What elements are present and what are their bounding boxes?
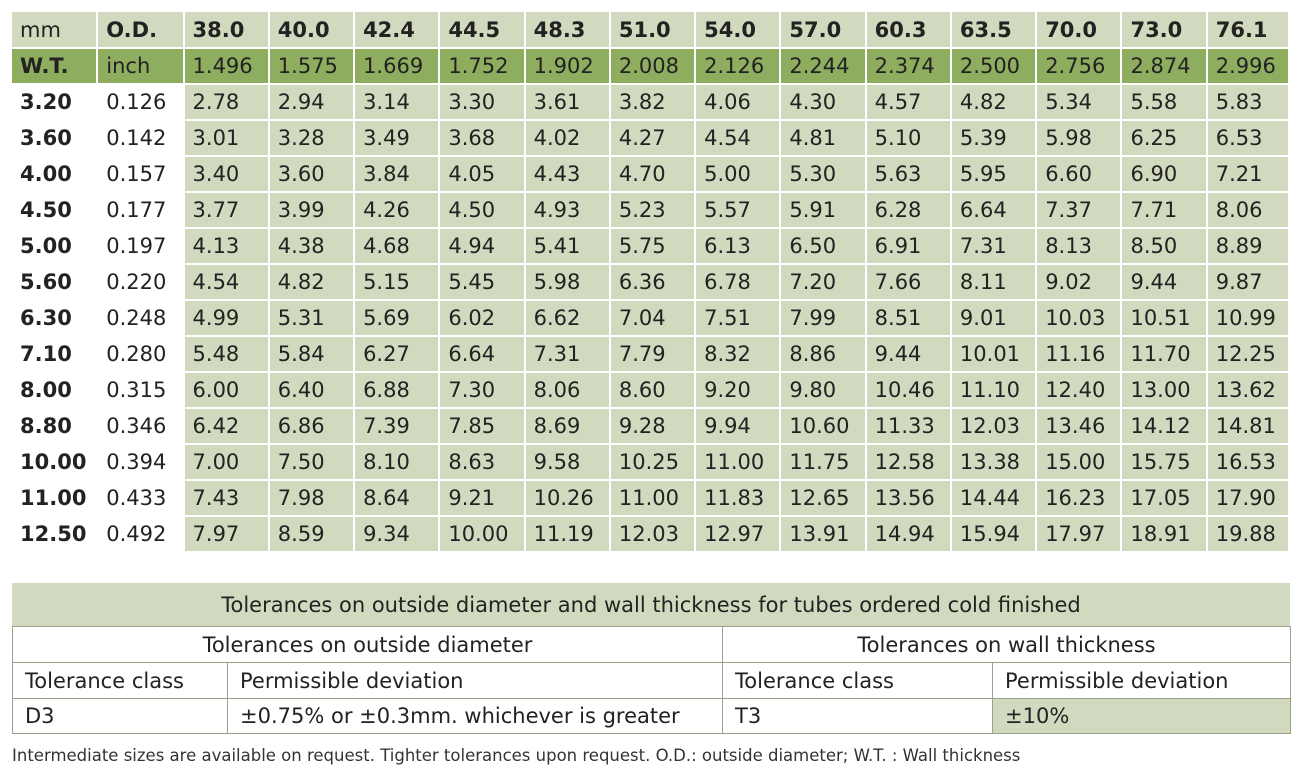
weight-cell: 2.94 (269, 84, 354, 120)
weight-cell: 17.97 (1036, 516, 1121, 552)
wt-mm-cell: 12.50 (12, 516, 97, 552)
weight-cell: 19.88 (1207, 516, 1289, 552)
weight-cell: 4.26 (354, 192, 439, 228)
weight-cell: 7.04 (610, 300, 695, 336)
od-inch-header: 2.244 (780, 48, 865, 84)
weight-cell: 7.43 (184, 480, 269, 516)
weight-cell: 4.54 (184, 264, 269, 300)
weight-cell: 13.62 (1207, 372, 1289, 408)
weight-cell: 5.31 (269, 300, 354, 336)
od-inch-header: 2.874 (1121, 48, 1206, 84)
wt-inch-cell: 0.126 (97, 84, 183, 120)
weight-cell: 11.75 (780, 444, 865, 480)
weight-cell: 6.36 (610, 264, 695, 300)
weight-cell: 5.23 (610, 192, 695, 228)
weight-cell: 5.15 (354, 264, 439, 300)
wt-mm-cell: 4.00 (12, 156, 97, 192)
weight-cell: 5.69 (354, 300, 439, 336)
weight-cell: 10.01 (951, 336, 1036, 372)
weight-cell: 3.49 (354, 120, 439, 156)
weight-cell: 4.82 (951, 84, 1036, 120)
weight-cell: 4.50 (439, 192, 524, 228)
od-mm-header: 38.0 (184, 12, 269, 48)
weight-cell: 4.27 (610, 120, 695, 156)
weight-cell: 7.50 (269, 444, 354, 480)
od-inch-header: 2.500 (951, 48, 1036, 84)
weight-cell: 8.50 (1121, 228, 1206, 264)
weight-cell: 4.94 (439, 228, 524, 264)
weight-cell: 9.44 (866, 336, 951, 372)
weight-cell: 5.98 (1036, 120, 1121, 156)
weight-cell: 9.02 (1036, 264, 1121, 300)
weight-cell: 4.70 (610, 156, 695, 192)
weight-cell: 8.69 (525, 408, 610, 444)
weight-cell: 15.00 (1036, 444, 1121, 480)
weight-cell: 12.65 (780, 480, 865, 516)
wt-inch-cell: 0.248 (97, 300, 183, 336)
weight-cell: 6.25 (1121, 120, 1206, 156)
weight-cell: 7.97 (184, 516, 269, 552)
weight-cell: 11.19 (525, 516, 610, 552)
table-row (12, 156, 1289, 192)
mm-label: mm (12, 12, 97, 48)
weight-cell: 12.25 (1207, 336, 1289, 372)
table-row (12, 336, 1289, 372)
weight-table (12, 12, 1290, 553)
weight-cell: 3.68 (439, 120, 524, 156)
weight-cell: 7.99 (780, 300, 865, 336)
tolerance-label-row (13, 663, 1291, 699)
weight-cell: 5.45 (439, 264, 524, 300)
weight-cell: 6.02 (439, 300, 524, 336)
od-inch-header: 2.374 (866, 48, 951, 84)
wt-inch-cell: 0.220 (97, 264, 183, 300)
table-row (12, 444, 1289, 480)
weight-cell: 9.28 (610, 408, 695, 444)
weight-cell: 6.13 (695, 228, 780, 264)
weight-cell: 4.54 (695, 120, 780, 156)
weight-cell: 10.60 (780, 408, 865, 444)
weight-cell: 8.59 (269, 516, 354, 552)
wt-mm-cell: 7.10 (12, 336, 97, 372)
weight-cell: 8.13 (1036, 228, 1121, 264)
od-inch-header-row (12, 48, 1289, 84)
weight-cell: 11.16 (1036, 336, 1121, 372)
weight-cell: 12.03 (951, 408, 1036, 444)
od-mm-header: 76.1 (1207, 12, 1289, 48)
weight-cell: 8.51 (866, 300, 951, 336)
weight-cell: 3.30 (439, 84, 524, 120)
weight-cell: 4.93 (525, 192, 610, 228)
weight-cell: 10.26 (525, 480, 610, 516)
wt-inch-cell: 0.142 (97, 120, 183, 156)
weight-cell: 16.53 (1207, 444, 1289, 480)
weight-cell: 2.78 (184, 84, 269, 120)
weight-cell: 7.20 (780, 264, 865, 300)
wt-mm-cell: 6.30 (12, 300, 97, 336)
table-row (12, 372, 1289, 408)
wt-mm-cell: 10.00 (12, 444, 97, 480)
wt-inch-cell: 0.177 (97, 192, 183, 228)
od-mm-header: 73.0 (1121, 12, 1206, 48)
weight-cell: 8.64 (354, 480, 439, 516)
weight-cell: 11.00 (610, 480, 695, 516)
od-mm-header: 57.0 (780, 12, 865, 48)
weight-cell: 12.03 (610, 516, 695, 552)
weight-cell: 9.94 (695, 408, 780, 444)
weight-cell: 5.95 (951, 156, 1036, 192)
wt-inch-cell: 0.157 (97, 156, 183, 192)
table-row (12, 120, 1289, 156)
od-mm-header: 42.4 (354, 12, 439, 48)
weight-cell: 7.79 (610, 336, 695, 372)
table-row (12, 228, 1289, 264)
weight-cell: 5.75 (610, 228, 695, 264)
weight-cell: 6.78 (695, 264, 780, 300)
table-row (12, 300, 1289, 336)
weight-cell: 7.37 (1036, 192, 1121, 228)
weight-cell: 9.34 (354, 516, 439, 552)
weight-cell: 14.94 (866, 516, 951, 552)
weight-cell: 8.06 (525, 372, 610, 408)
wt-mm-cell: 11.00 (12, 480, 97, 516)
inch-label: inch (97, 48, 183, 84)
table-row (12, 84, 1289, 120)
wt-class-value: T3 (723, 699, 993, 734)
weight-cell: 3.99 (269, 192, 354, 228)
wt-mm-cell: 8.80 (12, 408, 97, 444)
wt-mm-cell: 4.50 (12, 192, 97, 228)
footnote: Intermediate sizes are available on request. Tighter tolerances upon request. O.D.: outside diameter; W.T. : Wall thickness (12, 746, 1021, 765)
weight-cell: 10.03 (1036, 300, 1121, 336)
tolerance-title: Tolerances on outside diameter and wall thickness for tubes ordered cold finished (12, 583, 1290, 626)
weight-cell: 3.40 (184, 156, 269, 192)
weight-cell: 11.10 (951, 372, 1036, 408)
weight-cell: 6.88 (354, 372, 439, 408)
wt-inch-cell: 0.394 (97, 444, 183, 480)
weight-cell: 4.06 (695, 84, 780, 120)
weight-cell: 5.34 (1036, 84, 1121, 120)
od-tolerance-heading: Tolerances on outside diameter (13, 627, 723, 663)
wt-inch-cell: 0.492 (97, 516, 183, 552)
weight-cell: 6.62 (525, 300, 610, 336)
weight-cell: 7.66 (866, 264, 951, 300)
weight-cell: 6.64 (951, 192, 1036, 228)
weight-cell: 4.57 (866, 84, 951, 120)
weight-cell: 9.58 (525, 444, 610, 480)
od-inch-header: 1.902 (525, 48, 610, 84)
tolerance-table (12, 626, 1291, 734)
od-inch-header: 2.008 (610, 48, 695, 84)
weight-cell: 8.86 (780, 336, 865, 372)
weight-cell: 3.61 (525, 84, 610, 120)
weight-cell: 7.51 (695, 300, 780, 336)
weight-cell: 6.50 (780, 228, 865, 264)
weight-cell: 5.10 (866, 120, 951, 156)
weight-cell: 6.27 (354, 336, 439, 372)
weight-cell: 7.85 (439, 408, 524, 444)
od-class-value: D3 (13, 699, 228, 734)
weight-cell: 5.00 (695, 156, 780, 192)
weight-cell: 6.86 (269, 408, 354, 444)
wt-mm-cell: 8.00 (12, 372, 97, 408)
od-deviation-value: ±0.75% or ±0.3mm. whichever is greater (228, 699, 723, 734)
weight-cell: 5.98 (525, 264, 610, 300)
od-inch-header: 2.996 (1207, 48, 1289, 84)
wt-tolerance-heading: Tolerances on wall thickness (723, 627, 1291, 663)
weight-cell: 5.57 (695, 192, 780, 228)
wt-deviation-value: ±10% (993, 699, 1291, 734)
weight-cell: 8.11 (951, 264, 1036, 300)
od-class-label: Tolerance class (13, 663, 228, 699)
weight-cell: 7.31 (951, 228, 1036, 264)
weight-cell: 11.33 (866, 408, 951, 444)
weight-cell: 13.00 (1121, 372, 1206, 408)
od-mm-header-row (12, 12, 1289, 48)
od-inch-header: 1.752 (439, 48, 524, 84)
wt-mm-cell: 3.20 (12, 84, 97, 120)
weight-cell: 14.12 (1121, 408, 1206, 444)
weight-cell: 4.99 (184, 300, 269, 336)
weight-cell: 11.70 (1121, 336, 1206, 372)
weight-cell: 4.13 (184, 228, 269, 264)
weight-cell: 7.00 (184, 444, 269, 480)
od-mm-header: 70.0 (1036, 12, 1121, 48)
weight-cell: 5.41 (525, 228, 610, 264)
weight-cell: 4.30 (780, 84, 865, 120)
weight-cell: 16.23 (1036, 480, 1121, 516)
weight-cell: 6.42 (184, 408, 269, 444)
weight-cell: 8.10 (354, 444, 439, 480)
weight-cell: 18.91 (1121, 516, 1206, 552)
weight-cell: 7.21 (1207, 156, 1289, 192)
weight-cell: 7.39 (354, 408, 439, 444)
table-row (12, 480, 1289, 516)
weight-cell: 4.05 (439, 156, 524, 192)
weight-cell: 5.91 (780, 192, 865, 228)
table-row (12, 192, 1289, 228)
od-inch-header: 2.126 (695, 48, 780, 84)
od-inch-header: 1.496 (184, 48, 269, 84)
weight-cell: 3.14 (354, 84, 439, 120)
weight-cell: 4.02 (525, 120, 610, 156)
weight-cell: 6.60 (1036, 156, 1121, 192)
weight-cell: 10.51 (1121, 300, 1206, 336)
od-deviation-label: Permissible deviation (228, 663, 723, 699)
weight-cell: 10.46 (866, 372, 951, 408)
tolerance-heading-row (13, 627, 1291, 663)
weight-cell: 8.06 (1207, 192, 1289, 228)
wt-mm-cell: 5.60 (12, 264, 97, 300)
weight-cell: 9.44 (1121, 264, 1206, 300)
weight-cell: 8.32 (695, 336, 780, 372)
wt-mm-cell: 3.60 (12, 120, 97, 156)
wt-inch-cell: 0.433 (97, 480, 183, 516)
weight-cell: 13.91 (780, 516, 865, 552)
weight-cell: 10.25 (610, 444, 695, 480)
weight-cell: 17.05 (1121, 480, 1206, 516)
weight-cell: 5.83 (1207, 84, 1289, 120)
weight-cell: 7.30 (439, 372, 524, 408)
weight-cell: 15.75 (1121, 444, 1206, 480)
weight-cell: 3.82 (610, 84, 695, 120)
od-mm-header: 54.0 (695, 12, 780, 48)
weight-cell: 5.58 (1121, 84, 1206, 120)
weight-cell: 12.97 (695, 516, 780, 552)
weight-cell: 12.58 (866, 444, 951, 480)
tolerance-value-row (13, 699, 1291, 734)
weight-cell: 5.30 (780, 156, 865, 192)
table-row (12, 408, 1289, 444)
weight-cell: 6.64 (439, 336, 524, 372)
od-mm-header: 44.5 (439, 12, 524, 48)
weight-cell: 6.90 (1121, 156, 1206, 192)
weight-cell: 6.91 (866, 228, 951, 264)
weight-cell: 3.84 (354, 156, 439, 192)
weight-cell: 7.31 (525, 336, 610, 372)
wt-mm-cell: 5.00 (12, 228, 97, 264)
wt-deviation-label: Permissible deviation (993, 663, 1291, 699)
weight-cell: 12.40 (1036, 372, 1121, 408)
weight-cell: 13.56 (866, 480, 951, 516)
weight-cell: 4.81 (780, 120, 865, 156)
weight-cell: 5.48 (184, 336, 269, 372)
weight-cell: 8.63 (439, 444, 524, 480)
table-row (12, 264, 1289, 300)
weight-cell: 4.43 (525, 156, 610, 192)
weight-cell: 13.46 (1036, 408, 1121, 444)
weight-cell: 5.84 (269, 336, 354, 372)
od-inch-header: 1.575 (269, 48, 354, 84)
weight-cell: 11.00 (695, 444, 780, 480)
wt-inch-cell: 0.280 (97, 336, 183, 372)
weight-cell: 10.99 (1207, 300, 1289, 336)
weight-cell: 4.82 (269, 264, 354, 300)
weight-cell: 9.87 (1207, 264, 1289, 300)
weight-cell: 6.00 (184, 372, 269, 408)
od-inch-header: 2.756 (1036, 48, 1121, 84)
weight-cell: 3.77 (184, 192, 269, 228)
weight-cell: 5.39 (951, 120, 1036, 156)
wt-class-label: Tolerance class (723, 663, 993, 699)
weight-cell: 5.63 (866, 156, 951, 192)
weight-cell: 9.21 (439, 480, 524, 516)
weight-cell: 3.28 (269, 120, 354, 156)
weight-cell: 10.00 (439, 516, 524, 552)
weight-cell: 15.94 (951, 516, 1036, 552)
weight-cell: 14.81 (1207, 408, 1289, 444)
weight-cell: 11.83 (695, 480, 780, 516)
weight-cell: 3.60 (269, 156, 354, 192)
od-mm-header: 63.5 (951, 12, 1036, 48)
od-label: O.D. (97, 12, 183, 48)
weight-cell: 6.53 (1207, 120, 1289, 156)
weight-cell: 8.60 (610, 372, 695, 408)
weight-cell: 9.20 (695, 372, 780, 408)
od-mm-header: 51.0 (610, 12, 695, 48)
weight-cell: 13.38 (951, 444, 1036, 480)
weight-cell: 3.01 (184, 120, 269, 156)
weight-cell: 4.38 (269, 228, 354, 264)
od-mm-header: 48.3 (525, 12, 610, 48)
od-mm-header: 40.0 (269, 12, 354, 48)
weight-cell: 4.68 (354, 228, 439, 264)
weight-cell: 6.28 (866, 192, 951, 228)
wt-inch-cell: 0.346 (97, 408, 183, 444)
wt-inch-cell: 0.315 (97, 372, 183, 408)
od-mm-header: 60.3 (866, 12, 951, 48)
wt-label: W.T. (12, 48, 97, 84)
weight-cell: 6.40 (269, 372, 354, 408)
weight-cell: 8.89 (1207, 228, 1289, 264)
table-row (12, 516, 1289, 552)
weight-cell: 7.71 (1121, 192, 1206, 228)
wt-inch-cell: 0.197 (97, 228, 183, 264)
weight-cell: 14.44 (951, 480, 1036, 516)
weight-cell: 7.98 (269, 480, 354, 516)
weight-cell: 9.80 (780, 372, 865, 408)
od-inch-header: 1.669 (354, 48, 439, 84)
weight-cell: 9.01 (951, 300, 1036, 336)
weight-cell: 17.90 (1207, 480, 1289, 516)
